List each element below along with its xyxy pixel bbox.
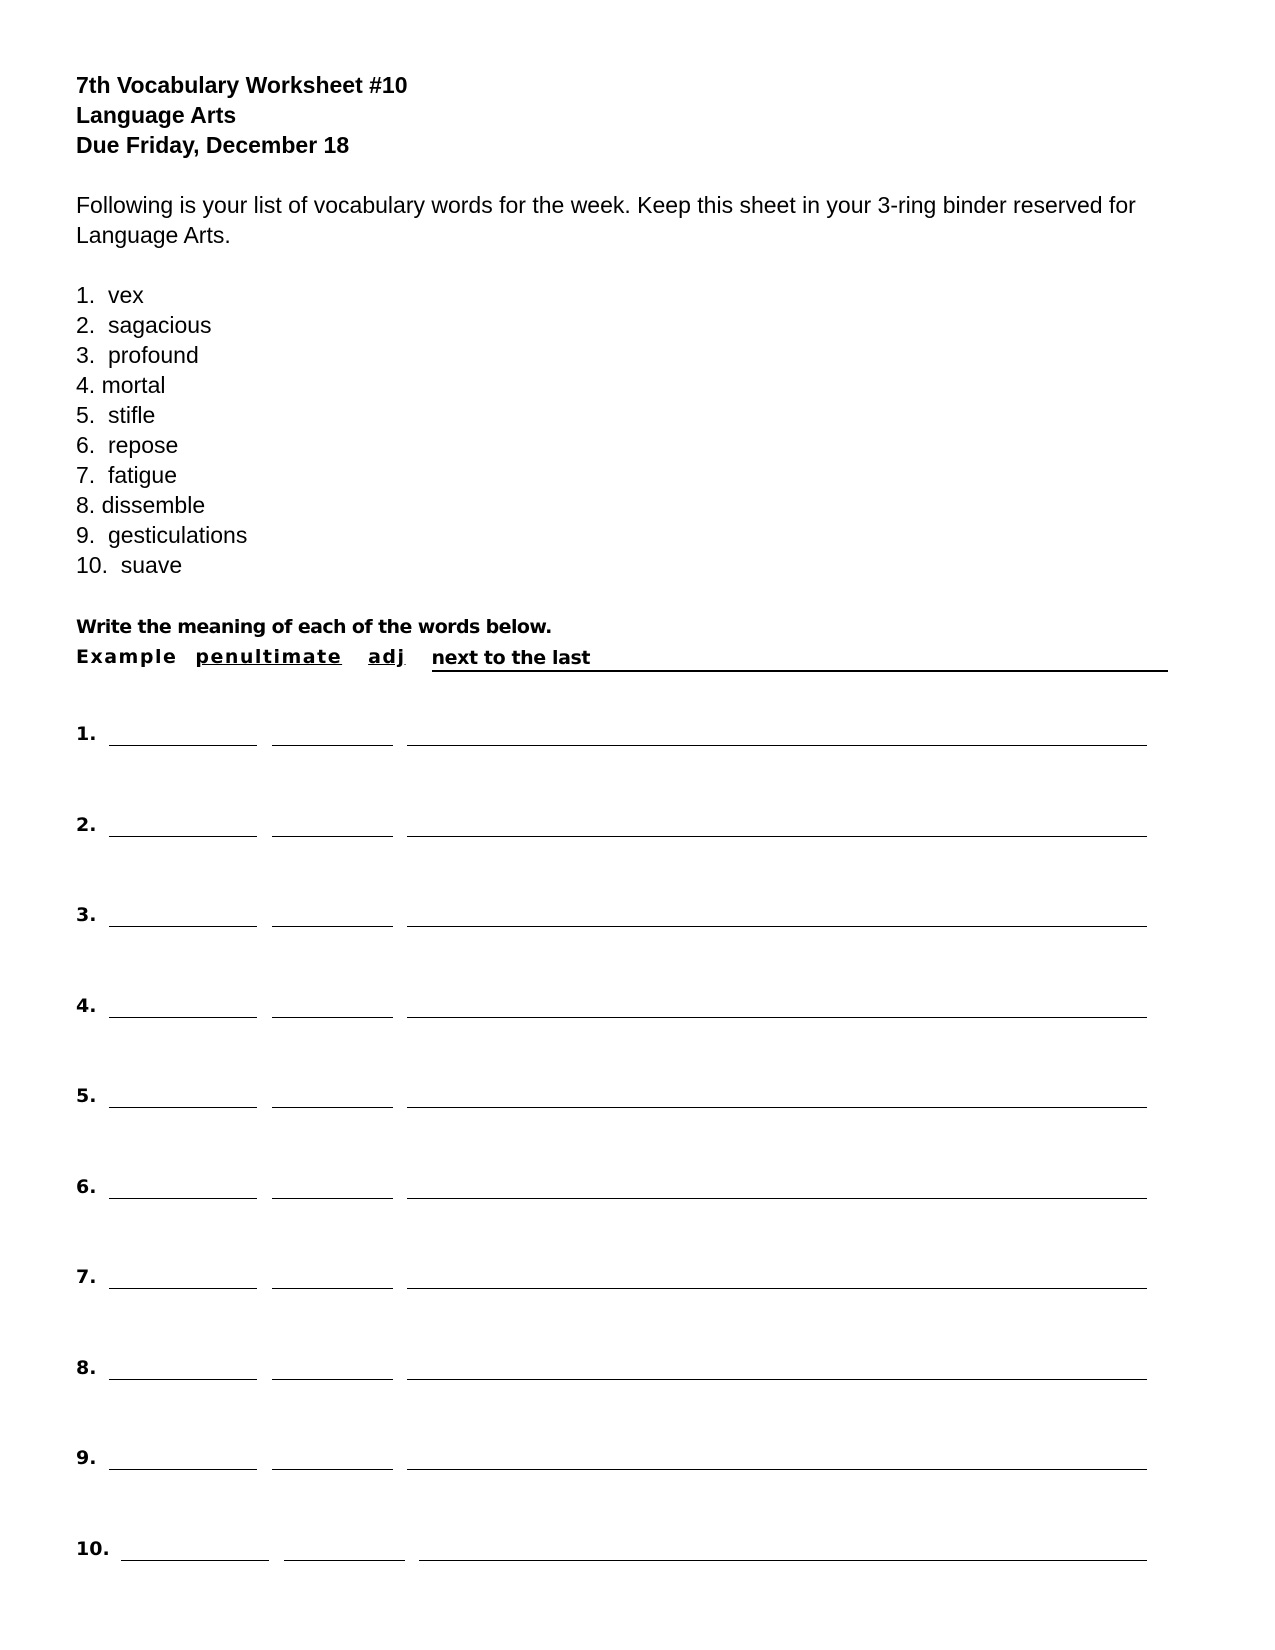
part-of-speech-blank[interactable] — [272, 836, 393, 837]
vocabulary-word: 10. suave — [76, 552, 183, 578]
answer-row-number: 9. — [76, 1447, 97, 1469]
part-of-speech-blank[interactable] — [272, 926, 393, 927]
answer-row-number: 1. — [76, 723, 97, 745]
definition-blank[interactable] — [407, 1017, 1147, 1018]
part-of-speech-blank[interactable] — [272, 1379, 393, 1380]
intro-paragraph: Following is your list of vocabulary words for the week. Keep this sheet in your 3-ring binder reserved for Language Arts. — [76, 192, 1136, 248]
part-of-speech-blank[interactable] — [272, 1198, 393, 1199]
answer-row — [76, 1068, 1176, 1108]
answer-row-number: 5. — [76, 1085, 97, 1107]
example-part-of-speech: adj — [368, 646, 406, 668]
word-blank[interactable] — [109, 1198, 257, 1199]
part-of-speech-blank[interactable] — [272, 745, 393, 746]
answer-row — [76, 978, 1176, 1018]
answer-row — [76, 1521, 1176, 1561]
part-of-speech-blank[interactable] — [272, 1107, 393, 1108]
definition-blank[interactable] — [407, 1198, 1147, 1199]
vocabulary-word: 7. fatigue — [76, 462, 178, 488]
answer-row — [76, 887, 1176, 927]
vocabulary-word: 4. mortal — [76, 372, 166, 398]
definition-blank[interactable] — [407, 1107, 1147, 1108]
word-blank[interactable] — [109, 926, 257, 927]
vocabulary-word: 8. dissemble — [76, 492, 206, 518]
definition-blank[interactable] — [407, 745, 1147, 746]
word-blank[interactable] — [109, 1288, 257, 1289]
part-of-speech-blank[interactable] — [272, 1469, 393, 1470]
answer-row-number: 7. — [76, 1266, 97, 1288]
part-of-speech-blank[interactable] — [272, 1288, 393, 1289]
part-of-speech-blank[interactable] — [284, 1560, 405, 1561]
part-of-speech-blank[interactable] — [272, 1017, 393, 1018]
answer-row — [76, 1249, 1176, 1289]
word-blank[interactable] — [109, 1469, 257, 1470]
answer-row — [76, 797, 1176, 837]
definition-blank[interactable] — [419, 1560, 1147, 1561]
word-blank[interactable] — [109, 1017, 257, 1018]
word-blank[interactable] — [109, 745, 257, 746]
word-blank[interactable] — [109, 1107, 257, 1108]
vocabulary-word: 5. stifle — [76, 402, 156, 428]
answer-row — [76, 706, 1176, 746]
vocabulary-word: 1. vex — [76, 282, 144, 308]
example-word: penultimate — [195, 646, 343, 668]
definition-blank[interactable] — [407, 1379, 1147, 1380]
vocabulary-word: 2. sagacious — [76, 312, 212, 338]
answer-row — [76, 1430, 1176, 1470]
vocabulary-word: 6. repose — [76, 432, 179, 458]
answer-row-number: 3. — [76, 904, 97, 926]
example-row — [76, 642, 1168, 672]
answer-row-number: 4. — [76, 994, 97, 1017]
word-blank[interactable] — [109, 1379, 257, 1380]
example-label: Example — [76, 646, 178, 668]
answer-row-number: 2. — [76, 813, 97, 836]
vocabulary-word: 3. profound — [76, 342, 199, 368]
answer-row-number: 6. — [76, 1175, 97, 1198]
definition-blank[interactable] — [407, 836, 1147, 837]
subject-line: Language Arts — [76, 102, 237, 128]
answer-row — [76, 1340, 1176, 1380]
worksheet-header — [76, 70, 408, 160]
example-definition: next to the last — [432, 646, 1168, 672]
due-date-line: Due Friday, December 18 — [76, 132, 350, 158]
instructions-text: Write the meaning of each of the words below. — [76, 616, 552, 638]
vocabulary-word: 9. gesticulations — [76, 522, 248, 548]
definition-blank[interactable] — [407, 926, 1147, 927]
vocabulary-word-list — [76, 280, 247, 580]
word-blank[interactable] — [121, 1560, 269, 1561]
definition-blank[interactable] — [407, 1469, 1147, 1470]
answer-row — [76, 1159, 1176, 1199]
answer-row-number: 10. — [76, 1537, 110, 1560]
word-blank[interactable] — [109, 836, 257, 837]
answer-row-number: 8. — [76, 1356, 97, 1379]
definition-blank[interactable] — [407, 1288, 1147, 1289]
worksheet-title: 7th Vocabulary Worksheet #10 — [76, 72, 408, 98]
